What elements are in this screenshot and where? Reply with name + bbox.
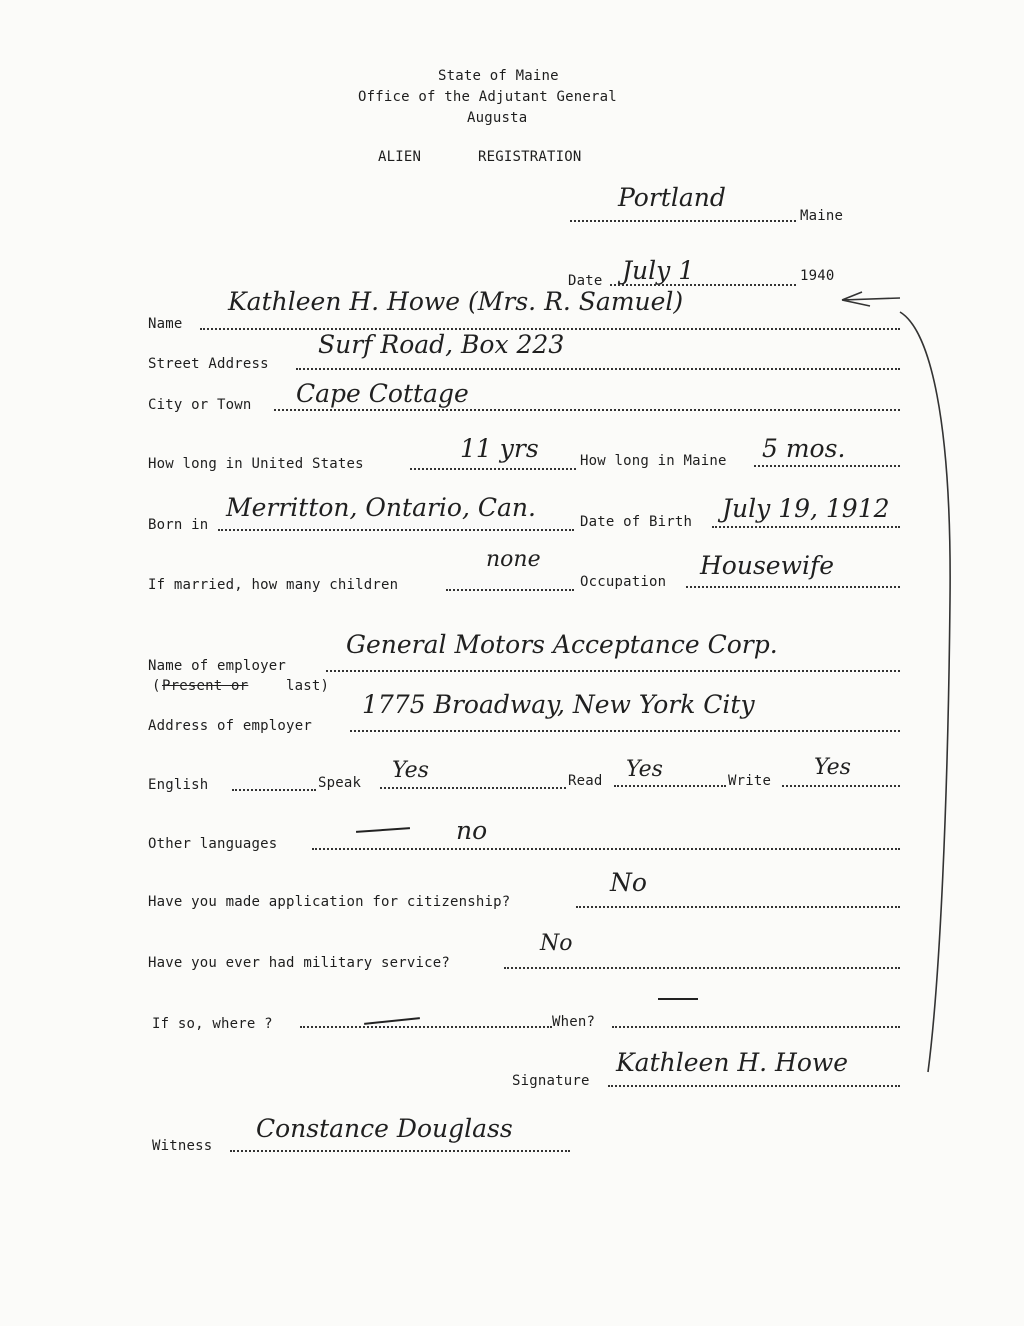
born-label: Born in — [148, 517, 209, 533]
date-label: Date — [568, 273, 603, 289]
header-alien: ALIEN — [378, 149, 422, 165]
us-value: 11 yrs — [460, 434, 539, 463]
military-value: No — [540, 931, 573, 956]
dob-value: July 19, 1912 — [722, 494, 890, 523]
other-languages-value: no — [456, 816, 488, 845]
employer-address-value: 1775 Broadway, New York City — [362, 690, 755, 719]
city-value: Cape Cottage — [296, 379, 469, 408]
header-registration: REGISTRATION — [478, 149, 582, 165]
employer-value: General Motors Acceptance Corp. — [346, 630, 778, 659]
location-value: Portland — [618, 183, 726, 212]
citizenship-label: Have you made application for citizenship? — [148, 894, 511, 910]
location-state: Maine — [800, 208, 844, 224]
header-office: Office of the Adjutant General — [358, 89, 617, 105]
street-label: Street Address — [148, 356, 269, 372]
read-value: Yes — [626, 757, 663, 782]
header-state: State of Maine — [438, 68, 559, 84]
city-label: City or Town — [148, 397, 252, 413]
maine-value: 5 mos. — [762, 434, 846, 463]
occupation-label: Occupation — [580, 574, 667, 590]
english-label: English — [148, 777, 209, 793]
citizenship-value: No — [610, 868, 647, 897]
occupation-value: Housewife — [700, 551, 835, 580]
witness-label: Witness — [152, 1138, 213, 1154]
signature-value: Kathleen H. Howe — [616, 1048, 849, 1077]
employer-note-rest: last) — [286, 678, 330, 694]
name-label: Name — [148, 316, 183, 332]
signature-label: Signature — [512, 1073, 590, 1089]
header-city: Augusta — [467, 110, 528, 126]
employer-note-struck: Present or — [162, 678, 249, 694]
dob-label: Date of Birth — [580, 514, 693, 530]
born-value: Merritton, Ontario, Can. — [226, 493, 536, 522]
street-value: Surf Road, Box 223 — [318, 330, 565, 359]
date-year: 1940 — [800, 268, 835, 284]
when-label: When? — [552, 1014, 596, 1030]
date-value: July 1 — [622, 256, 695, 285]
children-value: none — [486, 547, 541, 572]
employer-label: Name of employer — [148, 658, 287, 674]
write-label: Write — [728, 773, 772, 789]
children-label: If married, how many children — [148, 577, 399, 593]
write-value: Yes — [814, 755, 851, 780]
maine-label: How long in Maine — [580, 453, 727, 469]
us-label: How long in United States — [148, 456, 364, 472]
military-label: Have you ever had military service? — [148, 955, 451, 971]
witness-value: Constance Douglass — [256, 1114, 513, 1143]
employer-address-label: Address of employer — [148, 718, 312, 734]
speak-value: Yes — [392, 758, 429, 783]
name-value: Kathleen H. Howe (Mrs. R. Samuel) — [228, 287, 684, 316]
employer-note-open: ( — [152, 678, 161, 694]
where-label: If so, where ? — [152, 1016, 273, 1032]
speak-label: Speak — [318, 775, 362, 791]
other-languages-label: Other languages — [148, 836, 278, 852]
read-label: Read — [568, 773, 603, 789]
